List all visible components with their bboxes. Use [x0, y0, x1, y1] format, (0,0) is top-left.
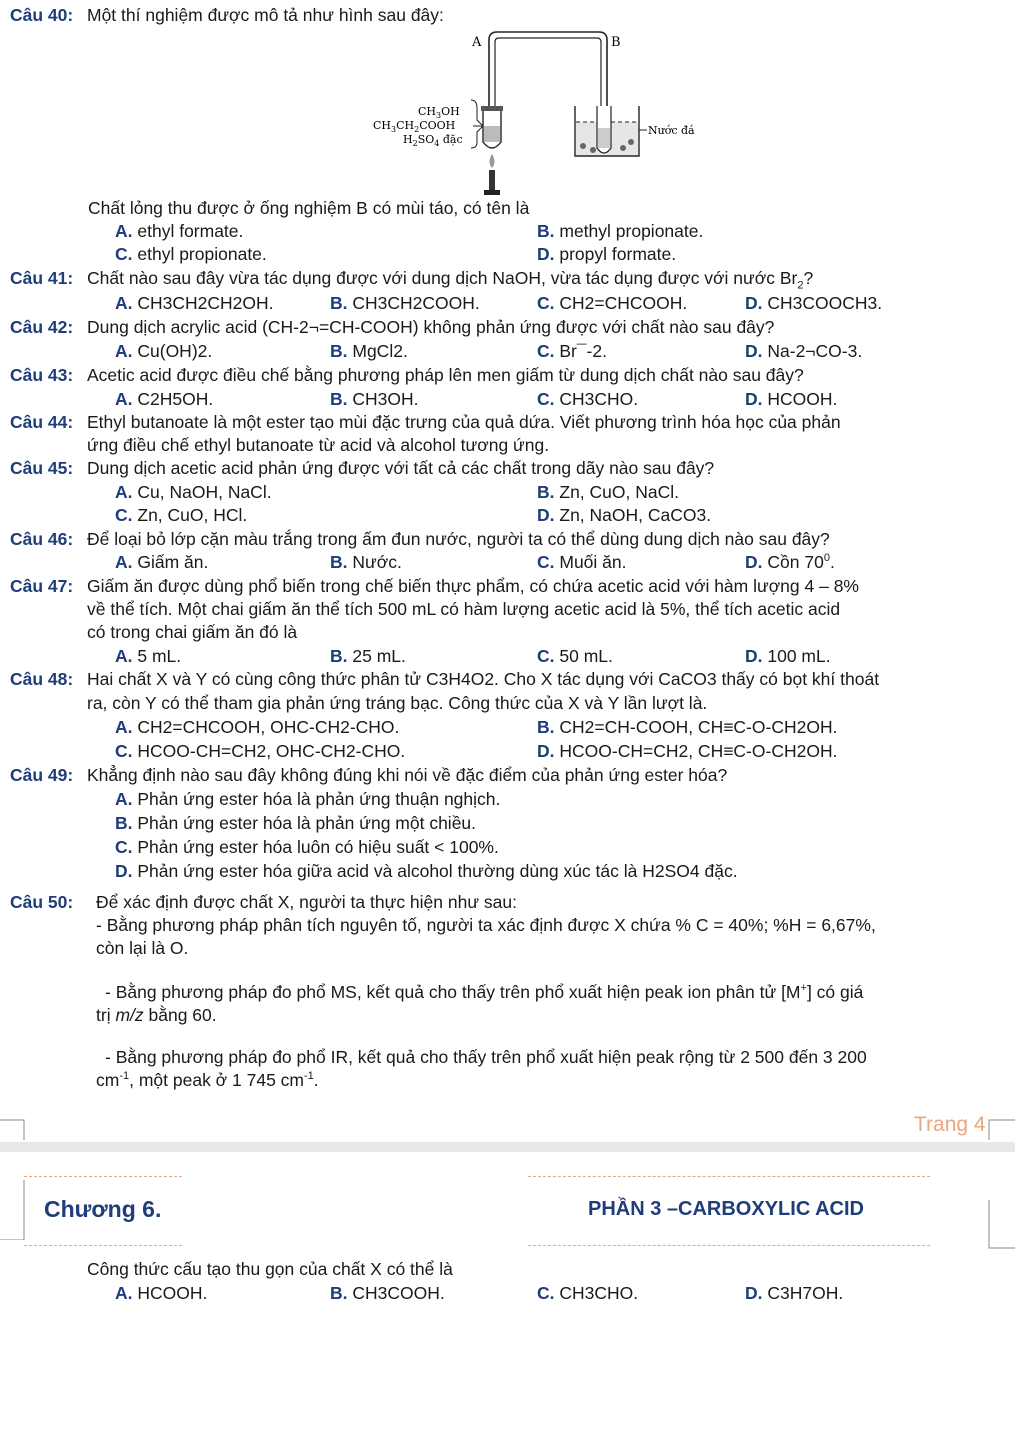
option-a: A. Giấm ăn. [115, 552, 209, 572]
question-number: Câu 50: [10, 892, 74, 912]
chapter-title: Chương 6. [44, 1196, 162, 1222]
question-number: Câu 49: [10, 765, 74, 785]
option-b: B. CH2=CH-COOH, CH≡C-O-CH2OH. [537, 717, 838, 737]
burner [489, 170, 495, 192]
option-c: C. Muối ăn. [537, 552, 627, 572]
option-a: A. ethyl formate. [115, 221, 244, 241]
option-b: B. methyl propionate. [537, 221, 704, 241]
question-stem: Để loại bỏ lớp cặn màu trắng trong ấm đun nước, người ta có thể dùng dung dịch nào sau đây? [87, 529, 830, 549]
option-c: C. Phản ứng ester hóa luôn có hiệu suất < 100%. [115, 837, 499, 857]
option-d: D. 100 mL. [745, 646, 831, 666]
question-stem: Hai chất X và Y có cùng công thức phân tử C3H4O2. Cho X tác dụng với CaCO3 thấy có bọt khí thoát [87, 669, 880, 689]
option-a: A. Cu, NaOH, NaCl. [115, 482, 272, 502]
option-d: D. HCOOH. [745, 389, 838, 409]
question-stem: Chất nào sau đây vừa tác dụng được với dung dịch NaOH, vừa tác dụng được với nước $Br_2$? [87, 268, 814, 292]
question-number: Câu 44: [10, 412, 74, 432]
option-c: C. HCOO-CH=CH2, OHC-CH2-CHO. [115, 741, 406, 761]
option-b: B. Phản ứng ester hóa là phản ứng một chiều. [115, 813, 477, 833]
option-a: A. HCOOH. [115, 1283, 208, 1303]
sub-question: Chất lỏng thu được ở ống nghiệm B có mùi táo, có tên là [88, 198, 530, 218]
option-d: D. HCOO-CH=CH2, CH≡C-O-CH2OH. [537, 741, 838, 761]
option-d: D. Zn, NaOH, CaCO3. [537, 505, 712, 525]
option-a: A. CH3CH2CH2OH. [115, 293, 274, 313]
page-number: Trang 4 [914, 1113, 986, 1136]
question-stem: Khẳng định nào sau đây không đúng khi nói về đặc điểm của phản ứng ester hóa? [87, 765, 728, 785]
method-ir-cont: $cm^{-1}$, một peak ở 1 745 $cm^{-1}$. [96, 1070, 319, 1090]
option-d: D. Na-2¬CO-3. [745, 341, 863, 361]
option-d: D. propyl formate. [537, 244, 677, 264]
question-stem-cont: ứng điều chế ethyl butanoate từ acid và alcohol tương ứng. [87, 435, 550, 455]
question-stem-cont: ra, còn Y có thể tham gia phản ứng tráng bạc. Công thức của X và Y lần lượt là. [87, 693, 708, 713]
question-stem: Dung dịch acrylic acid (CH-2¬=CH-COOH) không phản ứng được với chất nào sau đây? [87, 317, 775, 337]
option-c: C. CH3CHO. [537, 389, 639, 409]
question-number: Câu 42: [10, 317, 74, 337]
question-number: Câu 41: [10, 268, 74, 288]
tube-b-label: B [611, 35, 621, 50]
option-a: A. Cu(OH)2. [115, 341, 213, 361]
option-c: C. 50 mL. [537, 646, 613, 666]
corner-mark-left [0, 1100, 30, 1140]
part-title: PHẦN 3 –CARBOXYLIC ACID [588, 1198, 864, 1220]
corner-mark-right [985, 1100, 1015, 1140]
question-stem-cont: về thể tích. Một chai giấm ăn thể tích 500 mL có hàm lượng acetic acid là 5%, thể tích acetic acid [87, 599, 841, 619]
option-d: D. CH3COOCH3. [745, 293, 883, 313]
tube-a-label: A [472, 35, 482, 50]
option-a: A. CH2=CHCOOH, OHC-CH2-CHO. [115, 717, 400, 737]
option-b: B. Nước. [330, 552, 402, 572]
question-number: Câu 46: [10, 529, 74, 549]
question-number: Câu 40: [10, 5, 74, 25]
corner-mark-right-2 [985, 1200, 1015, 1250]
option-b: B. CH3COOH. [330, 1283, 445, 1303]
question-number: Câu 43: [10, 365, 74, 385]
method-ms: - Bằng phương pháp đo phổ MS, kết quả cho thấy trên phổ xuất hiện peak ion phân tử [M+] có giá [105, 982, 864, 1002]
question-stem: Dung dịch acetic acid phản ứng được với tất cả các chất trong dãy nào sau đây? [87, 458, 715, 478]
question-stem: Acetic acid được điều chế bằng phương pháp lên men giấm từ dung dịch chất nào sau đây? [87, 365, 804, 385]
question-number: Câu 48: [10, 669, 74, 689]
sub-question: Công thức cấu tạo thu gọn của chất X có thể là [87, 1259, 453, 1279]
page-break [0, 1142, 1015, 1152]
ice-water-label: Nước đá [648, 124, 695, 137]
option-c: C. Br¯-2. [537, 341, 607, 361]
option-c: C. CH2=CHCOOH. [537, 293, 688, 313]
option-a: A. C2H5OH. [115, 389, 214, 409]
svg-text:CH3OH: $CH_3OH$ [418, 105, 460, 120]
option-b: B. 25 mL. [330, 646, 406, 666]
burner-flame [490, 154, 495, 168]
option-c: C. Zn, CuO, HCl. [115, 505, 248, 525]
question-number: Câu 45: [10, 458, 74, 478]
question-stem: Một thí nghiệm được mô tả như hình sau đây: [87, 5, 444, 25]
method-elemental: - Bằng phương pháp phân tích nguyên tố, người ta xác định được X chứa % C = 40%; %H = 6,67%, [96, 915, 876, 935]
option-c: C. ethyl propionate. [115, 244, 267, 264]
option-b: B. Zn, CuO, NaCl. [537, 482, 679, 502]
option-b: B. MgCl2. [330, 341, 408, 361]
option-a: A. 5 mL. [115, 646, 182, 666]
method-elemental-cont: còn lại là O. [96, 938, 189, 958]
option-d: D. C3H7OH. [745, 1283, 844, 1303]
question-stem: Giấm ăn được dùng phổ biến trong chế biến thực phẩm, có chứa acetic acid với hàm lượng 4 – 8% [87, 576, 859, 596]
method-ms-cont: trị m/z bằng 60. [96, 1005, 217, 1025]
svg-text:H2SO4 đặc: $H_2SO_4$ đặc [403, 133, 463, 148]
question-stem: Ethyl butanoate là một ester tạo mùi đặc trưng của quả dứa. Viết phương trình hóa học của phản [87, 412, 841, 432]
option-a: A. Phản ứng ester hóa là phản ứng thuận nghịch. [115, 789, 501, 809]
option-d: D. Phản ứng ester hóa giữa acid và alcohol thường dùng xúc tác là H2SO4 đặc. [115, 861, 738, 881]
option-c: C. CH3CHO. [537, 1283, 639, 1303]
option-b: B. CH3CH2COOH. [330, 293, 480, 313]
question-stem: Để xác định được chất X, người ta thực hiện như sau: [96, 892, 517, 912]
question-number: Câu 47: [10, 576, 74, 596]
distillation-apparatus-figure [325, 28, 705, 198]
svg-text:CH3CH2COOH: $CH_3CH_2COOH$ [373, 119, 456, 134]
option-d: D. Cồn $70^0$. [745, 552, 835, 572]
question-stem-cont: có trong chai giấm ăn đó là [87, 622, 298, 642]
method-ir: - Bằng phương pháp đo phổ IR, kết quả cho thấy trên phổ xuất hiện peak rộng từ 2 500 đến 3 200 [105, 1047, 867, 1067]
option-b: B. CH3OH. [330, 389, 419, 409]
